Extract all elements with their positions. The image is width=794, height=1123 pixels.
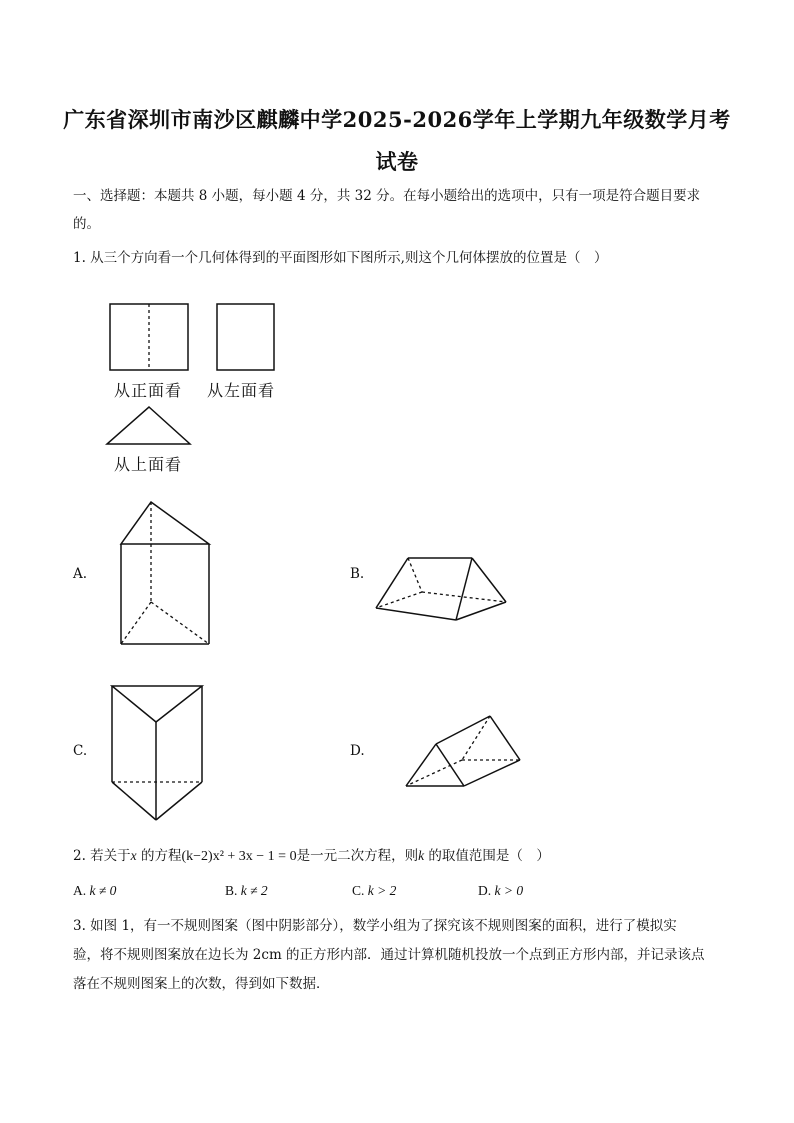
option-b-figure (372, 552, 512, 626)
option-c-label: C. (73, 743, 88, 759)
question-3-line1: 3. 如图 1，有一不规则图案（图中阴影部分），数学小组为了探究该不规则图案的面积，进行了模拟实 (73, 918, 677, 934)
q2-equation: (k−2)x² + 3x − 1 = 0 (181, 849, 297, 864)
page-title-line1: 广东省深圳市南沙区麒麟中学2025-2026学年上学期九年级数学月考 (63, 107, 731, 132)
q2-option-a: A. k ≠ 0 (73, 883, 117, 898)
q2-option-c: C. k > 2 (352, 883, 397, 898)
top-view-figure (104, 405, 194, 447)
option-d-label: D. (350, 743, 365, 759)
option-d-figure (402, 710, 524, 792)
q2-option-d: D. k > 0 (478, 883, 524, 898)
question-3-line3: 落在不规则图案上的次数，得到如下数据． (73, 976, 330, 992)
section-heading-line2: 的。 (73, 216, 100, 232)
question-1-text: 1. 从三个方向看一个几何体得到的平面图形如下图所示,则这个几何体摆放的位置是（ ） (73, 250, 608, 266)
q2-var-x: x (130, 848, 137, 863)
q2-option-b: B. k ≠ 2 (225, 883, 268, 898)
front-view-figure (108, 302, 192, 374)
top-view-caption: 从上面看 (114, 455, 183, 474)
question-2-text (73, 846, 723, 867)
q2-suffix: 是一元二次方程，则 (296, 848, 419, 864)
q2-middle: 的方程 (136, 848, 182, 864)
section-heading-line1: 一、选择题：本题共 8 小题，每小题 4 分，共 32 分。在每小题给出的选项中，只有一项是符合题目要求 (73, 188, 701, 204)
option-c-figure (108, 682, 208, 824)
q2-tail: 的取值范围是（ ） (424, 848, 550, 864)
option-a-figure (115, 498, 217, 650)
question-3-line2: 验，将不规则图案放在边长为 2cm 的正方形内部．通过计算机随机投放一个点到正方形内部，并记录该点 (73, 947, 705, 963)
front-view-caption: 从正面看 (114, 381, 183, 400)
q2-var-k: k (418, 848, 425, 863)
page-title-line2: 试卷 (375, 149, 419, 174)
option-b-label: B. (350, 566, 365, 582)
left-view-caption: 从左面看 (207, 381, 276, 400)
q2-prefix: 2. 若关于 (73, 848, 131, 864)
option-a-label: A. (73, 566, 88, 582)
left-view-figure (215, 302, 277, 374)
